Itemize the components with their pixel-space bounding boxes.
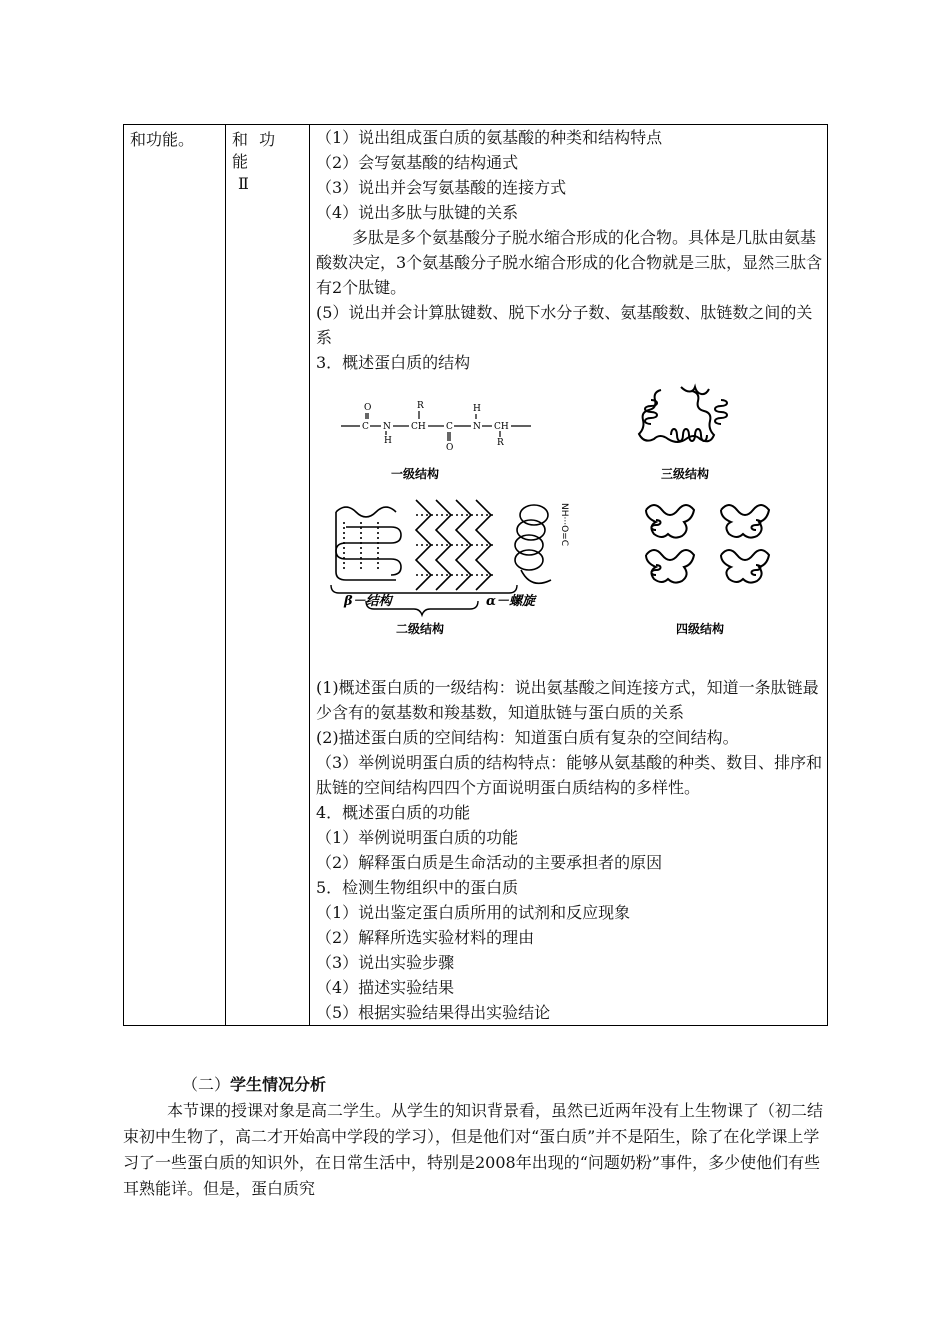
chem-label: R <box>497 438 504 448</box>
chem-label: H <box>473 404 481 414</box>
section-heading-function: 4．概述蛋白质的功能 <box>316 803 471 822</box>
section-heading-structure: 3．概述蛋白质的结构 <box>316 353 471 372</box>
tertiary-structure-drawing <box>639 387 727 442</box>
list-item: （3）说出实验步骤 <box>316 953 455 972</box>
objectives-table <box>123 124 828 1026</box>
chem-label: N <box>473 422 481 432</box>
list-item: （5）根据实验结果得出实验结论 <box>316 1003 551 1022</box>
figure-label-tertiary: 三级结构 <box>661 467 710 481</box>
list-item: （3）举例说明蛋白质的结构特点：能够从氨基酸的种类、数目、排序和肽链的空间结构四四个方面说明蛋白质结构的多样性。 <box>316 753 823 797</box>
table-cell-content <box>310 125 828 1026</box>
hydrogen-bond-label: NH···O=C <box>559 503 569 546</box>
list-item: （4）描述实验结果 <box>316 978 455 997</box>
level-numeral: Ⅱ <box>238 174 252 193</box>
list-item: （2）解释所选实验材料的理由 <box>316 928 535 947</box>
chem-label: CH <box>494 422 509 432</box>
section-heading-student-analysis <box>182 1072 326 1095</box>
section-heading-experiment: 5．检测生物组织中的蛋白质 <box>316 878 519 897</box>
alpha-helix-drawing <box>515 505 551 583</box>
topic-text: 和功能。 <box>130 130 195 149</box>
protein-structure-figure <box>316 375 823 675</box>
structure-item-1: (1)概述蛋白质的一级结构：说出氨基酸之间连接方式，知道一条肽链最少含有的氨基数和羧基数，知道肽链与蛋白质的关系 <box>316 678 819 722</box>
list-item: （2）会写氨基酸的结构通式 <box>316 153 519 172</box>
quaternary-structure-drawing <box>646 505 769 583</box>
section-number: （二） <box>182 1075 231 1094</box>
list-item: （1）举例说明蛋白质的功能 <box>316 828 519 847</box>
chem-label: C <box>362 422 369 432</box>
list-item: （4）说出多肽与肽键的关系 <box>316 203 519 222</box>
list-item <box>316 675 823 725</box>
content-block <box>310 125 827 1025</box>
level-text: 和 功 能 <box>232 130 279 171</box>
figure-label-alpha: α－螺旋 <box>486 594 536 609</box>
protein-structure-diagram <box>316 375 821 675</box>
list-item: （2）解释蛋白质是生命活动的主要承担者的原因 <box>316 853 663 872</box>
chem-label: C <box>446 422 453 432</box>
figure-label-secondary: 二级结构 <box>396 622 445 636</box>
figure-label-primary: 一级结构 <box>391 467 440 481</box>
chem-label: N <box>383 422 391 432</box>
chem-label: O <box>364 403 372 413</box>
list-item: （1）说出鉴定蛋白质所用的试剂和反应现象 <box>316 903 631 922</box>
chem-label: CH <box>411 422 426 432</box>
peptide-paragraph: 多肽是多个氨基酸分子脱水缩合形成的化合物。具体是几肽由氨基酸数决定，3个氨基酸分子脱水缩合形成的化合物就是三肽，显然三肽含有2个肽键。 <box>316 228 823 297</box>
body-text <box>123 1098 828 1202</box>
list-item: (5）说出并会计算肽键数、脱下水分子数、氨基酸数、肽链数之间的关系 <box>316 303 813 347</box>
section-title: 学生情况分析 <box>230 1075 327 1094</box>
table-cell-level <box>226 125 310 1026</box>
chem-label: R <box>417 401 424 411</box>
beta-sheet-drawing <box>336 500 496 590</box>
list-item: (2)描述蛋白质的空间结构：知道蛋白质有复杂的空间结构。 <box>316 728 739 747</box>
figure-label-beta: β－结构 <box>344 594 392 609</box>
chem-label: O <box>446 443 454 453</box>
body-paragraph: 本节课的授课对象是高二学生。从学生的知识背景看，虽然已近两年没有上生物课了（初二结束初中生物了，高二才开始高中学段的学习），但是他们对“蛋白质”并不是陌生，除了在化学课上学习了一些蛋白质的知识外，在日常生活中，特别是2008年出现的“问题奶粉”事件，多少使他们有些耳熟能详。但是，蛋白质究 <box>123 1101 824 1198</box>
table-cell-topic <box>124 125 226 1026</box>
list-item: （1）说出组成蛋白质的氨基酸的种类和结构特点 <box>316 128 663 147</box>
figure-label-quaternary: 四级结构 <box>676 622 725 636</box>
list-item: （3）说出并会写氨基酸的连接方式 <box>316 178 567 197</box>
chem-label: H <box>384 436 392 446</box>
